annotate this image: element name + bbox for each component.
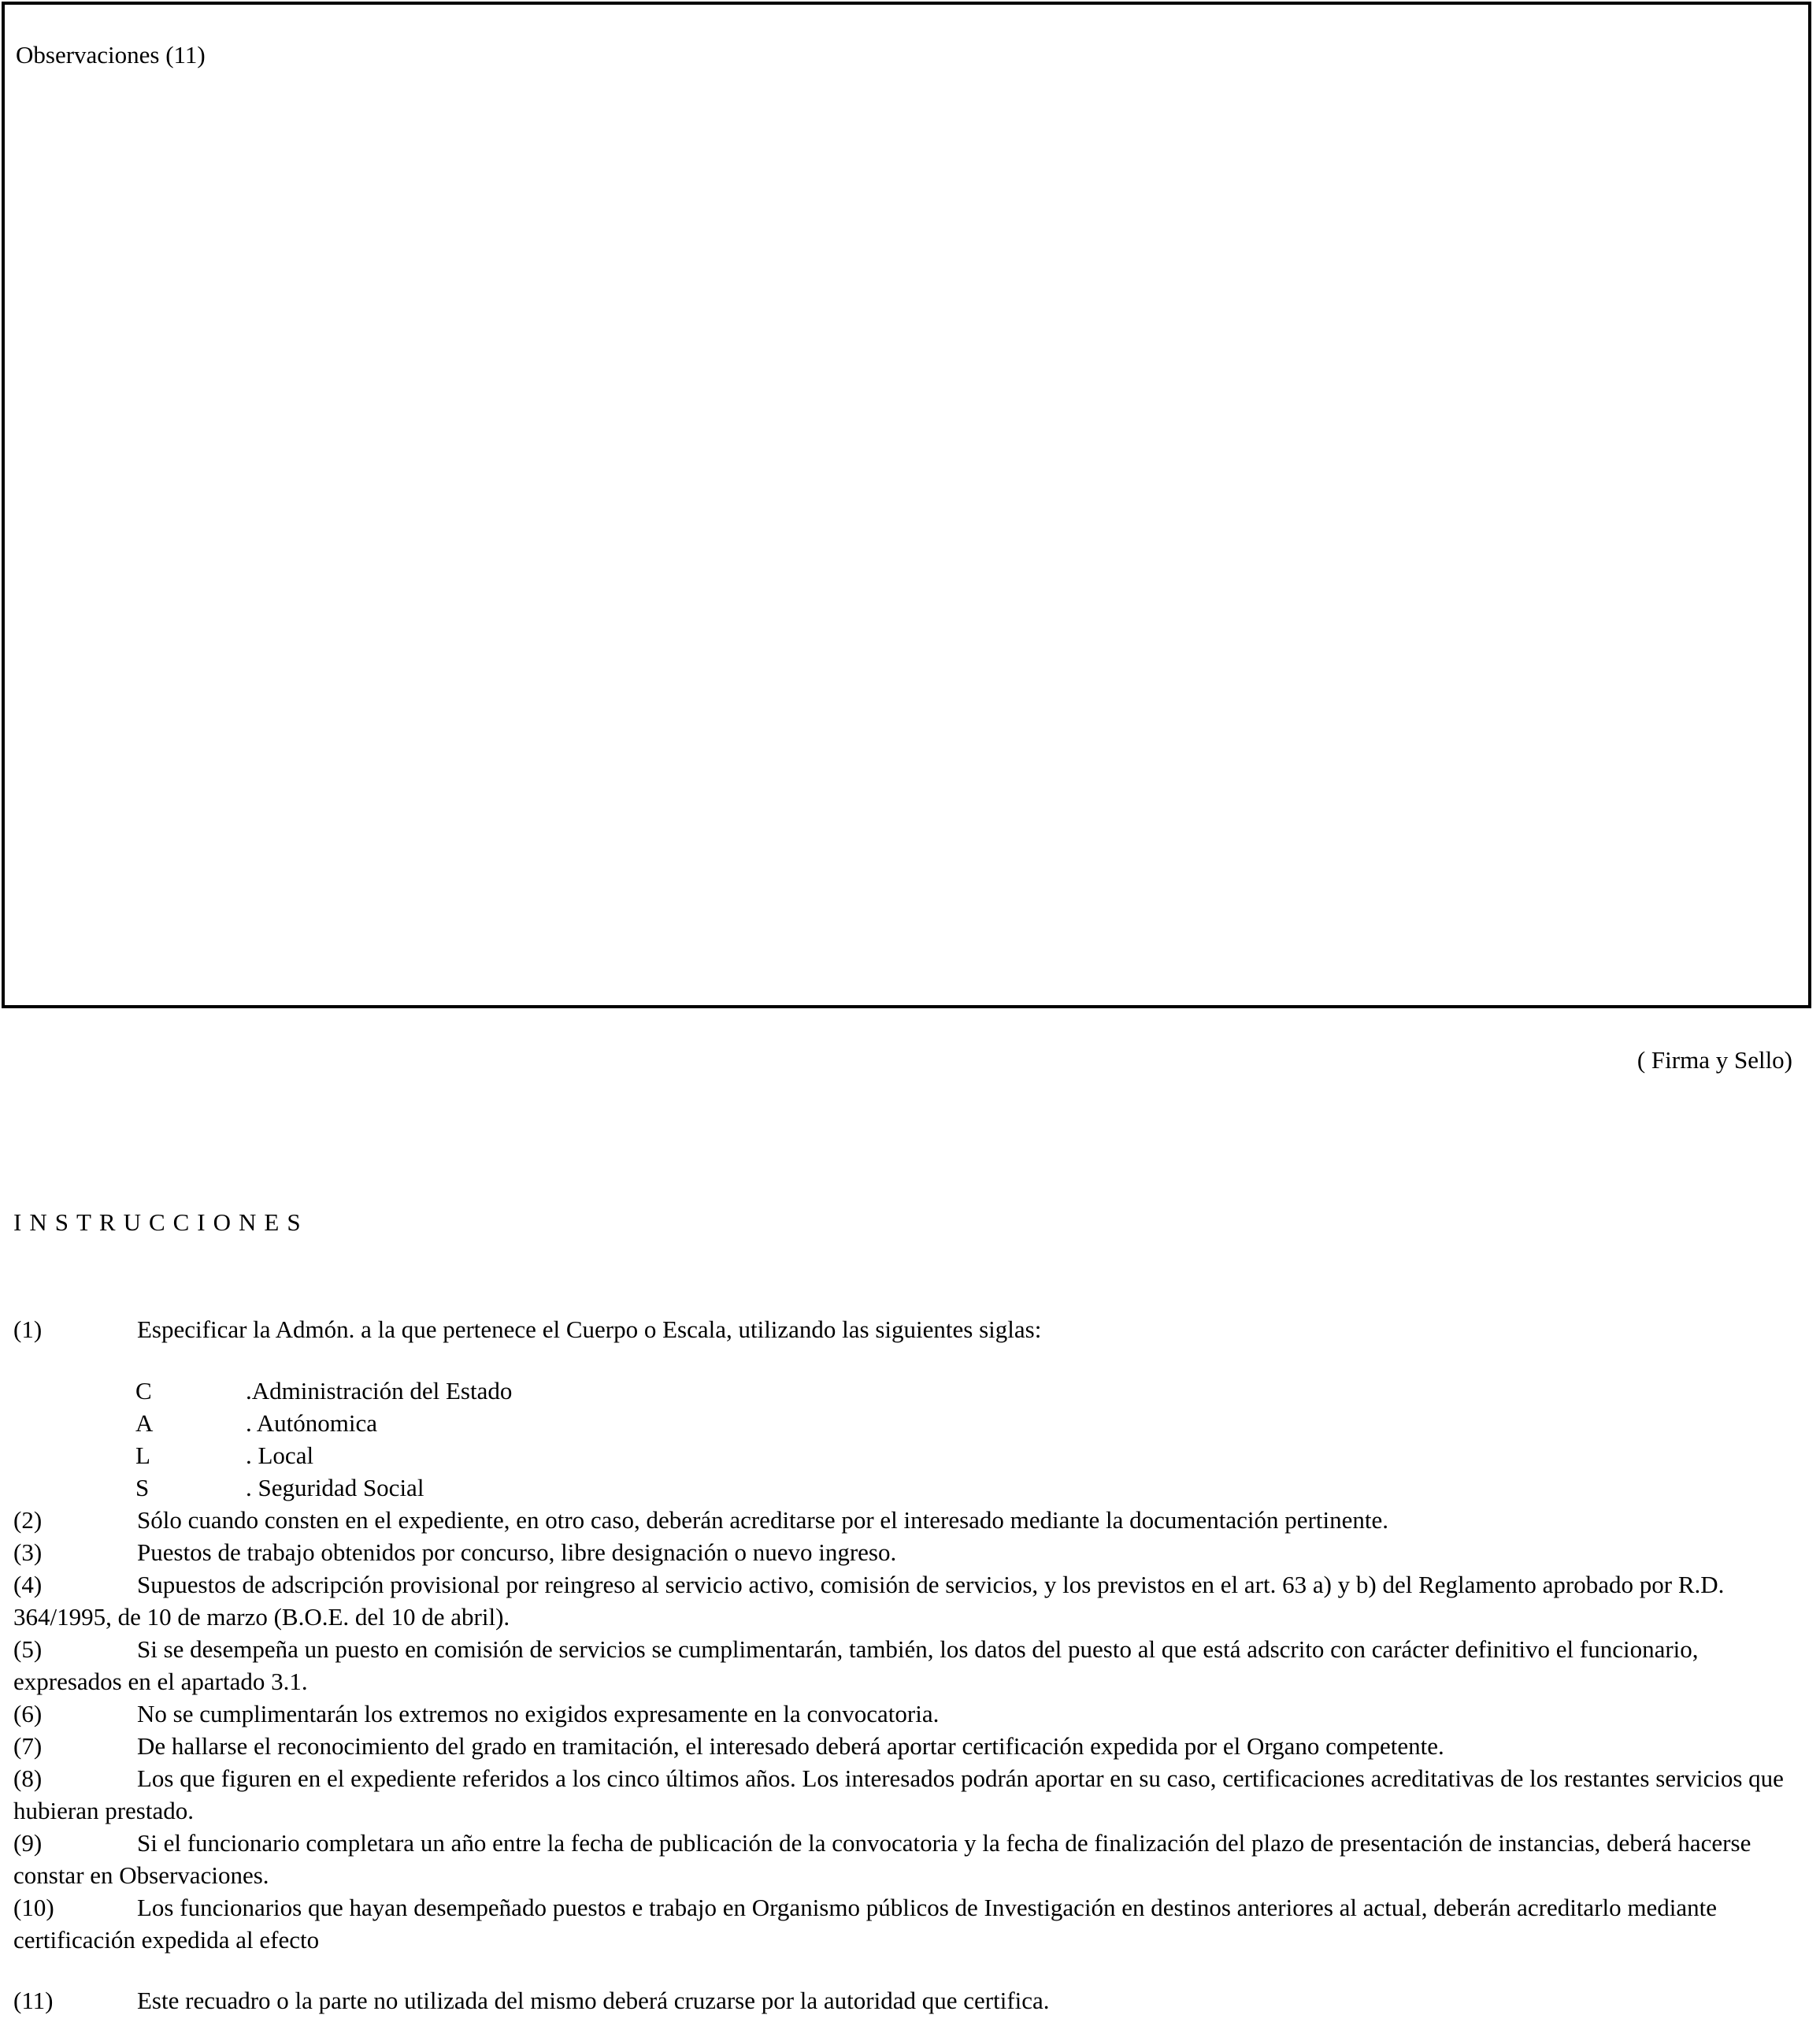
sigla-desc: . Autónomica xyxy=(246,1409,378,1437)
instruction-text: Especificar la Admón. a la que pertenece el Cuerpo o Escala, utilizando las siguientes siglas: xyxy=(137,1315,1042,1343)
instruction-number: (8) xyxy=(13,1764,43,1792)
observaciones-box xyxy=(2,2,1811,1008)
instruction-item-11 xyxy=(13,1984,1793,2017)
observaciones-label: Observaciones (11) xyxy=(16,41,206,69)
instruction-number: (9) xyxy=(13,1829,43,1857)
instruction-number: (11) xyxy=(13,1987,54,2014)
sigla-desc: . Local xyxy=(246,1442,314,1469)
instruction-text: De hallarse el reconocimiento del grado en tramitación, el interesado deberá aportar certificación expedida por el Organo competente. xyxy=(137,1732,1444,1760)
instruction-text: Si se desempeña un puesto en comisión de servicios se cumplimentarán, también, los datos del puesto al que está adscrito con carácter definitivo el funcionario, expresados en el apartado 3.1. xyxy=(13,1635,1699,1695)
sigla-desc: .Administración del Estado xyxy=(246,1377,513,1404)
sigla-code: L xyxy=(135,1442,150,1469)
instruction-number: (1) xyxy=(13,1315,43,1343)
instruction-item-6 xyxy=(13,1698,1793,1730)
sigla-code: C xyxy=(135,1377,152,1404)
instruction-text: Puestos de trabajo obtenidos por concurso, libre designación o nuevo ingreso. xyxy=(137,1538,897,1566)
instruction-text: Los que figuren en el expediente referidos a los cinco últimos años. Los interesados podrán aportar en su caso, certificaciones acreditativas de los restantes servicios que hubieran prestado. xyxy=(13,1764,1784,1824)
instruction-number: (7) xyxy=(13,1732,43,1760)
sigla-row xyxy=(135,1471,424,1504)
instruction-item-5 xyxy=(13,1633,1793,1698)
sigla-code: A xyxy=(135,1409,154,1437)
sigla-desc: . Seguridad Social xyxy=(246,1474,424,1501)
instruction-item-1 xyxy=(13,1313,1793,1345)
instruction-text: Supuestos de adscripción provisional por reingreso al servicio activo, comisión de servicios, y los previstos en el art. 63 a) y b) del Reglamento aprobado por R.D. 364/1995, de 10 de marzo (B.O.E. del 10 de abril). xyxy=(13,1571,1725,1631)
firma-y-sello-label: ( Firma y Sello) xyxy=(1637,1046,1792,1074)
sigla-row xyxy=(135,1407,377,1439)
sigla-row xyxy=(135,1439,313,1471)
instruction-number: (5) xyxy=(13,1635,43,1663)
instruction-item-4 xyxy=(13,1568,1793,1633)
instruction-text: Si el funcionario completara un año entre la fecha de publicación de la convocatoria y la fecha de finalización del plazo de presentación de instancias, deberá hacerse constar en Observaciones. xyxy=(13,1829,1751,1889)
instruction-number: (10) xyxy=(13,1894,54,1921)
instruction-item-9 xyxy=(13,1827,1793,1891)
instruction-text: Este recuadro o la parte no utilizada del mismo deberá cruzarse por la autoridad que certifica. xyxy=(137,1987,1050,2014)
sigla-row xyxy=(135,1375,512,1407)
instruction-text: No se cumplimentarán los extremos no exigidos expresamente en la convocatoria. xyxy=(137,1700,940,1727)
instruction-item-3 xyxy=(13,1536,1793,1568)
instrucciones-heading: INSTRUCCIONES xyxy=(13,1208,309,1236)
instruction-item-2 xyxy=(13,1504,1793,1536)
instruction-item-10 xyxy=(13,1891,1793,1956)
instruction-text: Sólo cuando consten en el expediente, en otro caso, deberán acreditarse por el interesado mediante la documentación pertinente. xyxy=(137,1506,1388,1534)
instruction-number: (3) xyxy=(13,1538,43,1566)
instruction-number: (6) xyxy=(13,1700,43,1727)
instruction-number: (4) xyxy=(13,1571,43,1598)
instruction-item-8 xyxy=(13,1762,1793,1827)
instruction-text: Los funcionarios que hayan desempeñado puestos e trabajo en Organismo públicos de Investigación en destinos anteriores al actual, deberán acreditarlo mediante certificación expedida al efecto xyxy=(13,1894,1717,1954)
instruction-item-7 xyxy=(13,1730,1793,1762)
sigla-code: S xyxy=(135,1474,150,1501)
instruction-number: (2) xyxy=(13,1506,43,1534)
